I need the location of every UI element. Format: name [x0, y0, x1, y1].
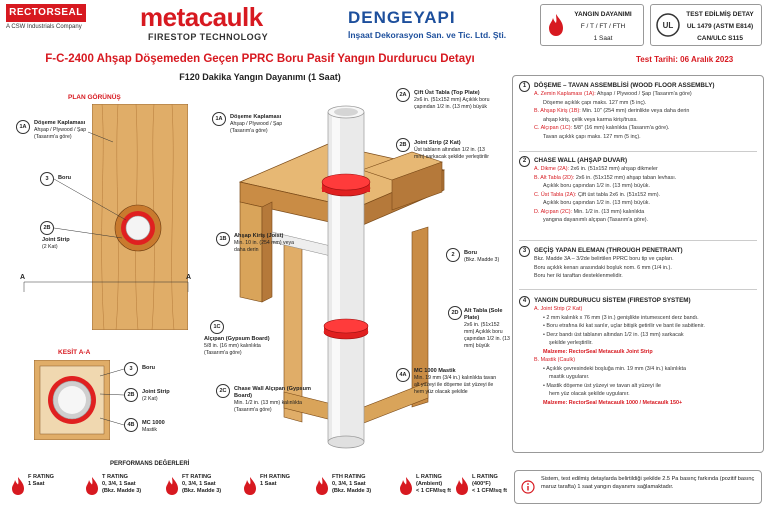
spec-section-3 [519, 246, 759, 281]
spec-1a [534, 90, 759, 99]
iso-callout-1c-text: 5/8 in. (16 mm) kalınlıkta (Tasarım'a göre) [204, 343, 261, 356]
spec-4a-material-text: Malzeme: RectorSeal Metacaulk Joint Strip [543, 348, 653, 355]
spec-4b-material [543, 399, 759, 408]
performance-item-line: 1 Saat [260, 481, 277, 487]
section-drawing [34, 360, 110, 440]
iso-callout-2a [414, 90, 492, 111]
spec-4b-2b: hem yüz olacak şekilde uygulanır. [549, 391, 630, 397]
iso-callout-2-title: Boru [464, 250, 478, 256]
flame-icon [10, 476, 26, 496]
performance-item-text [472, 474, 507, 495]
performance-item-text [102, 474, 141, 495]
iso-callout-1b [234, 233, 296, 254]
spec-4a-3b: şekilde yerleştirilir. [549, 340, 593, 346]
performance-title: PERFORMANS DEĞERLERİ [110, 461, 190, 467]
iso-callout-1c [204, 336, 276, 357]
plan-section-mark-a-right: A [186, 274, 192, 281]
test-detail-box [650, 4, 762, 46]
plan-callout-3-title: Boru [58, 175, 72, 181]
specification-panel [512, 75, 764, 453]
spec-4a-1: • 2 mm kalınlık x 76 mm (3 in.) genişlikte intumescent derz bandı. [543, 314, 699, 321]
performance-item-text [332, 474, 371, 495]
plan-callout-1a-text: Ahşap / Plywood / Şap (Tasarım'a göre) [34, 127, 87, 140]
spec-2c-label: C. Üst Tabla (2A): [534, 191, 577, 198]
iso-callout-1b-text: Min. 10 in. (254 mm) veya daha derin [234, 240, 294, 253]
performance-item-line: (Bkz. Madde 3) [102, 488, 142, 494]
performance-item [162, 472, 234, 506]
spec-2c [534, 191, 759, 200]
fire-resistance-box [540, 4, 644, 46]
rectorseal-logo-sub: A CSW Industrials Company [6, 24, 82, 30]
performance-item-line: 0, 3/4, 1 Saat [182, 481, 216, 487]
spec-1b [534, 107, 759, 116]
plan-callout-2b-title: Joint Strip [42, 237, 70, 243]
svg-text:UL: UL [662, 21, 674, 30]
spec-1a-line2: Döşeme açıklık çapı maks. 127 mm (5 inç). [543, 99, 647, 106]
section-badge-3: 3 [124, 362, 138, 376]
plan-callout-1a-title: Döşeme Kaplaması [34, 120, 86, 126]
test-box-line2: CAN/ULC S115 [697, 35, 743, 42]
iso-badge-1c: 1C [210, 320, 224, 334]
iso-callout-1a-text: Ahşap / Plywood / Şap (Tasarım'a göre) [230, 121, 283, 134]
iso-callout-4a-title: MC 1000 Mastik [414, 368, 456, 374]
spec-4b-label-text: B. Mastik (Caulk) [534, 357, 576, 363]
section-callout-3-title: Boru [142, 365, 156, 371]
spec-1c-text: 5/8" (16 mm) kalınlıkta (Tasarım'a göre). [573, 125, 670, 131]
iso-callout-2b-text: Üst tabların altından 1/2 in. (13 mm) sarkacak şekilde yerleştirilir [414, 147, 489, 160]
spec-4b-label [534, 356, 759, 365]
test-box-title: TEST EDİLMİŞ DETAY [686, 11, 754, 18]
performance-item-line: 0, 3/4, 1 Saat [332, 481, 366, 487]
spec-1b-text: Min. 10" (254 mm) derinlikte veya daha derin [582, 108, 690, 114]
spec-3-line1: Bkz. Madde 3A – 3/2de belirtilen PPRC boru tip ve çapları. [534, 256, 674, 262]
spec-4b-1: • Açıklık çevresindeki boşluğa min. 19 mm (3/4 in.) kalınlıkta [543, 365, 686, 372]
iso-badge-1a: 1A [212, 112, 226, 126]
spec-2b-text: 2x6 in. (51x152 mm) ahşap taban levhası. [575, 174, 677, 181]
flame-icon [164, 476, 180, 496]
section-leader-lines [100, 364, 126, 430]
fire-box-line1: F / T / FT / FTH [580, 23, 626, 30]
iso-badge-2: 2 [446, 248, 460, 262]
section-callout-2b-text: (2 Kat) [142, 396, 158, 402]
section-label: KESİT A-A [58, 349, 91, 356]
metacaulk-logo: metacaulk [140, 2, 263, 32]
performance-item-line: < 1 CFM/sq ft [416, 488, 451, 494]
iso-badge-2d: 2D [448, 306, 462, 320]
rectorseal-logo: RECTORSEAL [6, 4, 86, 22]
spec-1a-text: Ahşap / Plywood / Şap (Tasarım'a göre) [596, 91, 692, 97]
spec-1c-line2: Tavan açıklık çapı maks. 127 mm (5 inç). [543, 133, 641, 140]
iso-callout-2a-title: Çift Üst Tabla (Top Plate) [414, 90, 480, 96]
iso-badge-2c: 2C [216, 384, 230, 398]
spec-2d [534, 208, 759, 217]
iso-callout-1c-title: Alçıpan (Gypsum Board) [204, 336, 270, 342]
spec-4-number: 4 [519, 296, 530, 307]
spec-1-number: 1 [519, 81, 530, 92]
spec-1a-label: A. Zemin Kaplaması (1A): [534, 91, 596, 97]
spec-4a-material [543, 348, 759, 357]
section-callout-4b [142, 420, 165, 434]
spec-2a-label: A. Dikme (2A): [534, 166, 570, 172]
spec-1b-label: B. Ahşap Kiriş (1B): [534, 108, 581, 114]
spec-3-heading: GEÇİŞ YAPAN ELEMAN (THROUGH PENETRANT) [534, 247, 683, 254]
spec-4a-3: • Derz bandı üst tablanın altından 1/2 in. (13 mm) sarkacak [543, 331, 684, 338]
plan-badge-2b: 2B [40, 221, 54, 235]
performance-item-line: L RATING [416, 474, 442, 480]
plan-section-mark-a-left: A [20, 274, 26, 281]
fire-box-line2: 1 Saat [593, 35, 613, 42]
section-badge-2b: 2B [124, 388, 138, 402]
spec-2c-line2: Açıklık boru çapından 1/2 in. (13 mm) büyük. [543, 200, 650, 206]
page-subtitle: F120 Dakika Yangın Dayanımı (1 Saat) [179, 72, 341, 82]
iso-callout-4a [414, 368, 500, 396]
info-icon [521, 480, 535, 494]
performance-item-line: F RATING [28, 474, 54, 480]
plan-view-label: PLAN GÖRÜNÜŞ [68, 94, 121, 101]
performance-item-line: T RATING [102, 474, 128, 480]
spec-2d-text: Min. 1/2 in. (13 mm) kalınlıkta [573, 208, 645, 215]
page-title: F-C-2400 Ahşap Döşemeden Geçen PPRC Boru Pasif Yangın Durdurucu Detayı [45, 53, 475, 65]
performance-item [8, 472, 80, 506]
performance-item-line: (Ambient) [416, 481, 443, 487]
spec-section-2 [519, 156, 759, 225]
spec-divider [519, 151, 757, 152]
spec-2b-line2: Açıklık boru çapından 1/2 in. (13 mm) büyük. [543, 183, 650, 189]
iso-badge-2b: 2B [396, 138, 410, 152]
spec-2b-label: B. Alt Tabla (2D): [534, 174, 575, 181]
performance-item-line: FH RATING [260, 474, 291, 480]
iso-badge-1b: 1B [216, 232, 230, 246]
spec-4b-2: • Mastik döşeme üst yüzeyi ve tavan alt yüzeyi ile [543, 382, 661, 389]
spec-4a-label-text: A. Joint Strip (2 Kat) [534, 306, 583, 312]
spec-4a-2: • Boru etrafına iki kat sarılır, uçlar bitişik getirilir ve bant ile sabitlenir. [543, 323, 705, 329]
section-badge-4b: 4B [124, 418, 138, 432]
spec-1b-line2: ahşap kiriş, çelik veya karma kiriş/truss. [543, 116, 638, 123]
section-callout-3 [142, 365, 155, 372]
spec-3-line2: Boru açıklık kenarı arasındaki boşluk nom. 6 mm (1/4 in.). [534, 264, 672, 271]
iso-callout-2a-text: 2x6 in. (51x152 mm) Açıklık boru çapından 1/2 in. (13 mm) büyük [414, 97, 490, 110]
spec-2-heading: CHASE WALL (AHŞAP DUVAR) [534, 157, 628, 164]
spec-2a-text: 2x6 in. (51x152 mm) ahşap dikmeler [570, 166, 658, 172]
test-date: Test Tarihi: 06 Aralık 2023 [636, 55, 734, 64]
performance-item-line: FTH RATING [332, 474, 366, 480]
plan-leader-lines [18, 112, 198, 342]
spec-2a [534, 165, 759, 174]
flame-icon [398, 476, 414, 496]
iso-callout-2b-title: Joint Strip (2 Kat) [414, 140, 461, 146]
spec-2d-label: D. Alçıpan (2C): [534, 208, 573, 215]
performance-item-text [260, 474, 290, 488]
iso-badge-2a: 2A [396, 88, 410, 102]
iso-callout-1a-title: Döşeme Kaplaması [230, 114, 282, 120]
spec-3-line3: Boru her iki taraftan desteklenmelidir. [534, 273, 623, 279]
fire-box-title: YANGIN DAYANIMI [574, 11, 632, 18]
spec-divider [519, 289, 757, 290]
performance-item [82, 472, 154, 506]
spec-2b [534, 174, 759, 183]
performance-item-line: (Bkz. Madde 3) [182, 488, 222, 494]
spec-2d-line2: yangına dayanımlı alçıpan (Tasarım'a göre). [543, 217, 649, 223]
iso-callout-1b-title: Ahşap Kiriş (Joist) [234, 233, 284, 239]
dengeyapi-logo: DENGEYAPI [348, 8, 456, 27]
performance-item-text [182, 474, 221, 495]
note-text: Sistem, test edilmiş detaylarda belirtildiği şekilde 2.5 Pa basınç farkında (pozitif basınç maruz tarafta) 1 saat yangın dayanımı sağlamaktadır. [541, 476, 755, 490]
spec-2c-text: Çift üst tabla 2x6 in. (51x152 mm). [577, 191, 661, 198]
iso-callout-2d-title: Alt Tabla (Sole Plate) [464, 308, 503, 321]
spec-1c [534, 124, 759, 133]
test-box-line1: UL 1479 (ASTM E814) [686, 23, 754, 30]
section-callout-2b-title: Joint Strip [142, 389, 170, 395]
performance-item [312, 472, 384, 506]
performance-item-line: 0, 3/4, 1 Saat [102, 481, 136, 487]
iso-callout-2 [464, 250, 504, 264]
note-box [514, 470, 762, 504]
flame-icon [84, 476, 100, 496]
performance-item-line: FT RATING [182, 474, 212, 480]
spec-2-number: 2 [519, 156, 530, 167]
iso-callout-2c-title: Chase Wall Alçıpan (Gypsum Board) [234, 386, 311, 399]
performance-item-line: L RATING [472, 474, 498, 480]
iso-callout-2d [464, 308, 510, 350]
spec-3-number: 3 [519, 246, 530, 257]
iso-callout-2d-text: 2x6 in. (51x152 mm) Açıklık boru çapından 1/2 in. (13 mm) büyük [464, 322, 510, 349]
spec-1-heading: DÖŞEME – TAVAN ASSEMBLİSİ (WOOD FLOOR ASSEMBLY) [534, 82, 715, 89]
performance-item [240, 472, 312, 506]
iso-callout-2c [234, 386, 320, 414]
performance-item-text [28, 474, 54, 488]
iso-callout-1a [230, 114, 302, 135]
iso-callout-2-text: (Bkz. Madde 3) [464, 257, 500, 263]
iso-badge-4a: 4A [396, 368, 410, 382]
section-callout-4b-text: Mastik [142, 427, 157, 433]
flame-icon [314, 476, 330, 496]
spec-section-1 [519, 81, 759, 141]
spec-1c-label: C. Alçıpan (1C): [534, 125, 573, 131]
metacaulk-logo-sub: FIRESTOP TECHNOLOGY [148, 32, 269, 42]
plan-badge-1a: 1A [16, 120, 30, 134]
iso-callout-2c-text: Min. 1/2 in. (13 mm) kalınlıkta (Tasarım'a göre) [234, 400, 303, 413]
spec-section-4 [519, 296, 759, 407]
spec-4b-material-text: Malzeme: RectorSeal Metacaulk 1000 / Metacaulk 150+ [543, 399, 683, 406]
iso-callout-2b [414, 140, 492, 161]
spec-divider [519, 240, 757, 241]
spec-4b-1b: mastik uygulanır. [549, 374, 590, 380]
section-callout-4b-title: MC 1000 [142, 420, 165, 426]
section-callout-2b [142, 389, 170, 403]
spec-4-heading: YANGIN DURDURUCU SİSTEM (FIRESTOP SYSTEM) [534, 297, 691, 304]
flame-icon [454, 476, 470, 496]
ul-badge-icon [656, 12, 680, 38]
plan-callout-2b-text: (2 Kat) [42, 244, 58, 250]
performance-item-line: (Bkz. Madde 3) [332, 488, 372, 494]
performance-item-line: (400°F) [472, 481, 491, 487]
spec-4a-label [534, 305, 759, 314]
flame-icon [242, 476, 258, 496]
dengeyapi-logo-sub: İnşaat Dekorasyon San. ve Tic. Ltd. Şti. [348, 30, 507, 40]
performance-item-text [416, 474, 451, 495]
iso-callout-4a-text: Min. 19 mm (3/4 in.) kalınlıkta tavan alt yüzeyi ile döşeme üst yüzeyi ile hem yüz olacak şekilde [414, 375, 497, 395]
performance-item-line: < 1 CFM/sq ft [472, 488, 507, 494]
plan-badge-3: 3 [40, 172, 54, 186]
performance-item-line: 1 Saat [28, 481, 45, 487]
